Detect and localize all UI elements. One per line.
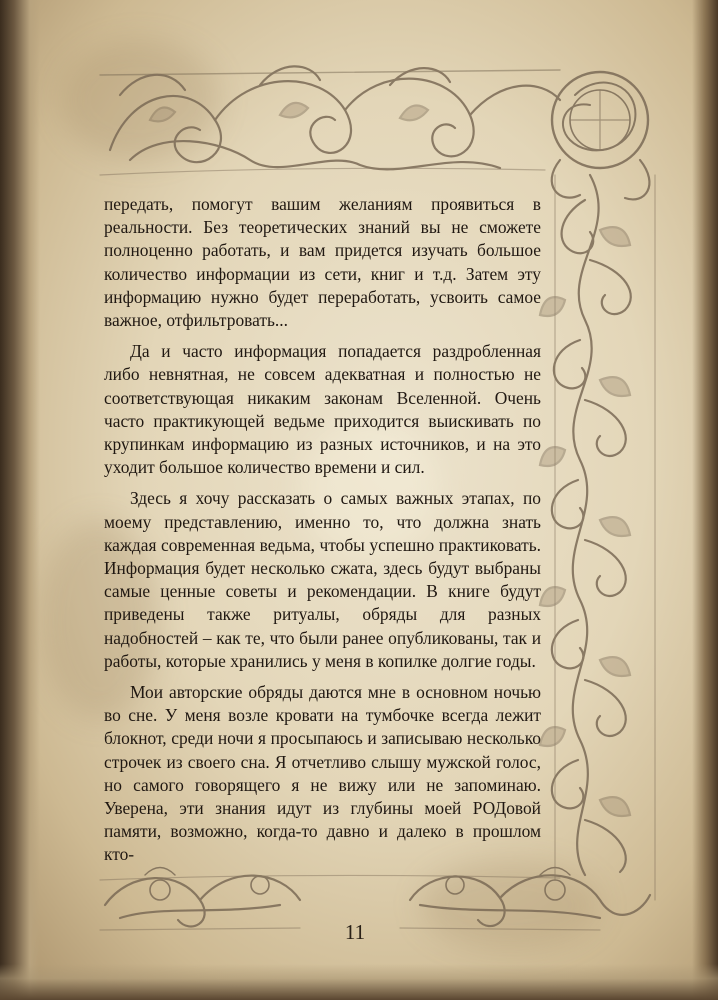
paragraph-2: Да и часто информация попадается раздробленная либо невнятная, не совсем адекватная и полностью не соответствующая никаким законам Вселенной. Очень часто практикующей ведьме приходится выискивать по крупинкам информацию из разных источников, и на это уходит большое количество времени и сил. [104, 341, 541, 478]
page-number: 11 [344, 920, 366, 944]
paragraph-3: Здесь я хочу рассказать о самых важных этапах, по моему представлению, именно то, что должна знать каждая современная ведьма, чтобы успешно практиковать. Информация будет несколько сжата, здесь будут выбраны самые ценные советы и рекомендации. В книге будут приведены также ритуалы, обряды для разных надобностей – как те, что были ранее опубликованы, так и работы, которые хранились у меня в копилке долгие годы. [104, 488, 541, 671]
paragraph-4: Мои авторские обряды даются мне в основном ночью во сне. У меня возле кровати на тумбочке всегда лежит блокнот, среди ночи я просыпаюсь и записываю несколько строчек из своего сна. Я отчетливо слышу мужской голос, но самого говорящего я не вижу или не запоминаю. Уверена, эти знания идут из глубины моей РОДовой памяти, возможно, когда-то давно и далеко в прошлом кто- [104, 682, 541, 865]
main-text [104, 193, 541, 875]
paragraph-1: передать, помогут вашим желаниям проявиться в реальности. Без теоретических знаний вы не сможете полноценно работать, и вам придется изучать большое количество информации из сети, книг и т.д. Затем эту информацию нужно будет переработать, усвоить самое важное, отфильтровать... [104, 194, 541, 331]
